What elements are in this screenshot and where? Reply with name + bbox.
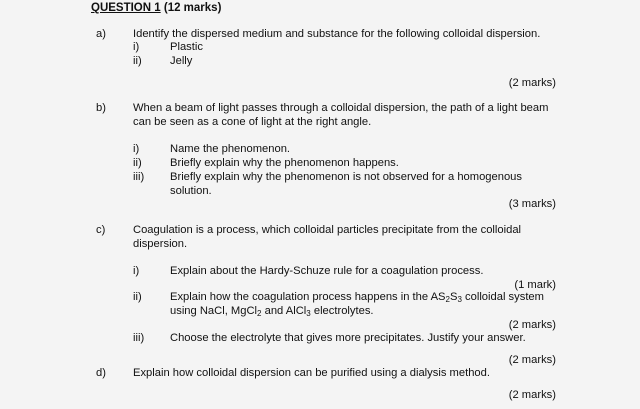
part-c-item-2-num: ii) xyxy=(133,291,142,303)
part-c-item-1-num: i) xyxy=(133,265,140,277)
part-a-marks: (2 marks) xyxy=(508,77,556,89)
part-b-label: b) xyxy=(96,102,106,114)
part-b-text-line-2: can be seen as a cone of light at the right angle. xyxy=(133,116,372,128)
question-title xyxy=(91,1,221,15)
part-a-label: a) xyxy=(96,28,106,40)
part-c-item-1-marks: (1 mark) xyxy=(514,279,556,291)
part-a-item-2-num: ii) xyxy=(133,55,142,67)
part-b-text-line-1: When a beam of light passes through a colloidal dispersion, the path of a light beam xyxy=(133,102,549,114)
part-d-text: Explain how colloidal dispersion can be purified using a dialysis method. xyxy=(133,367,490,379)
part-b-item-3-num: iii) xyxy=(133,171,145,183)
part-b-item-1-num: i) xyxy=(133,143,140,155)
part-b-marks: (3 marks) xyxy=(508,198,556,210)
part-c-item-2-marks: (2 marks) xyxy=(508,319,556,331)
part-b-item-3-line-1: Briefly explain why the phenomenon is not observed for a homogenous xyxy=(170,171,523,183)
part-d-marks: (2 marks) xyxy=(508,389,556,401)
part-b-item-3-line-2: solution. xyxy=(170,185,212,197)
part-c-item-3-num: iii) xyxy=(133,332,145,344)
question-label: QUESTION 1 xyxy=(91,2,161,14)
part-c-item-3-text: Choose the electrolyte that gives more precipitates. Justify your answer. xyxy=(170,332,526,344)
part-b-item-2-num: ii) xyxy=(133,157,142,169)
part-c-item-2-line-2: using NaCl, MgCl$_2$ and AlCl$_3$ electrolytes. xyxy=(170,305,374,318)
part-c-label: c) xyxy=(96,224,106,236)
part-c-item-2-line-1: Explain how the coagulation process happens in the $AS_2S_3$ colloidal system xyxy=(170,291,544,304)
part-a-item-1-num: i) xyxy=(133,41,140,53)
part-a-item-2-text: Jelly xyxy=(170,55,193,67)
part-c-item-3-marks: (2 marks) xyxy=(508,354,556,366)
part-a-item-1-text: Plastic xyxy=(170,41,203,53)
part-c-item-1-text: Explain about the Hardy-Schuze rule for a coagulation process. xyxy=(170,265,484,277)
part-b-item-2-text: Briefly explain why the phenomenon happens. xyxy=(170,157,399,169)
part-c-text-line-1: Coagulation is a process, which colloidal particles precipitate from the colloidal xyxy=(133,224,522,236)
question-total-marks: (12 marks) xyxy=(163,2,222,14)
part-c-text-line-2: dispersion. xyxy=(133,238,188,250)
part-a-text: Identify the dispersed medium and substance for the following colloidal dispersion. xyxy=(133,28,541,40)
part-b-item-1-text: Name the phenomenon. xyxy=(170,143,291,155)
part-d-label: d) xyxy=(96,367,106,379)
